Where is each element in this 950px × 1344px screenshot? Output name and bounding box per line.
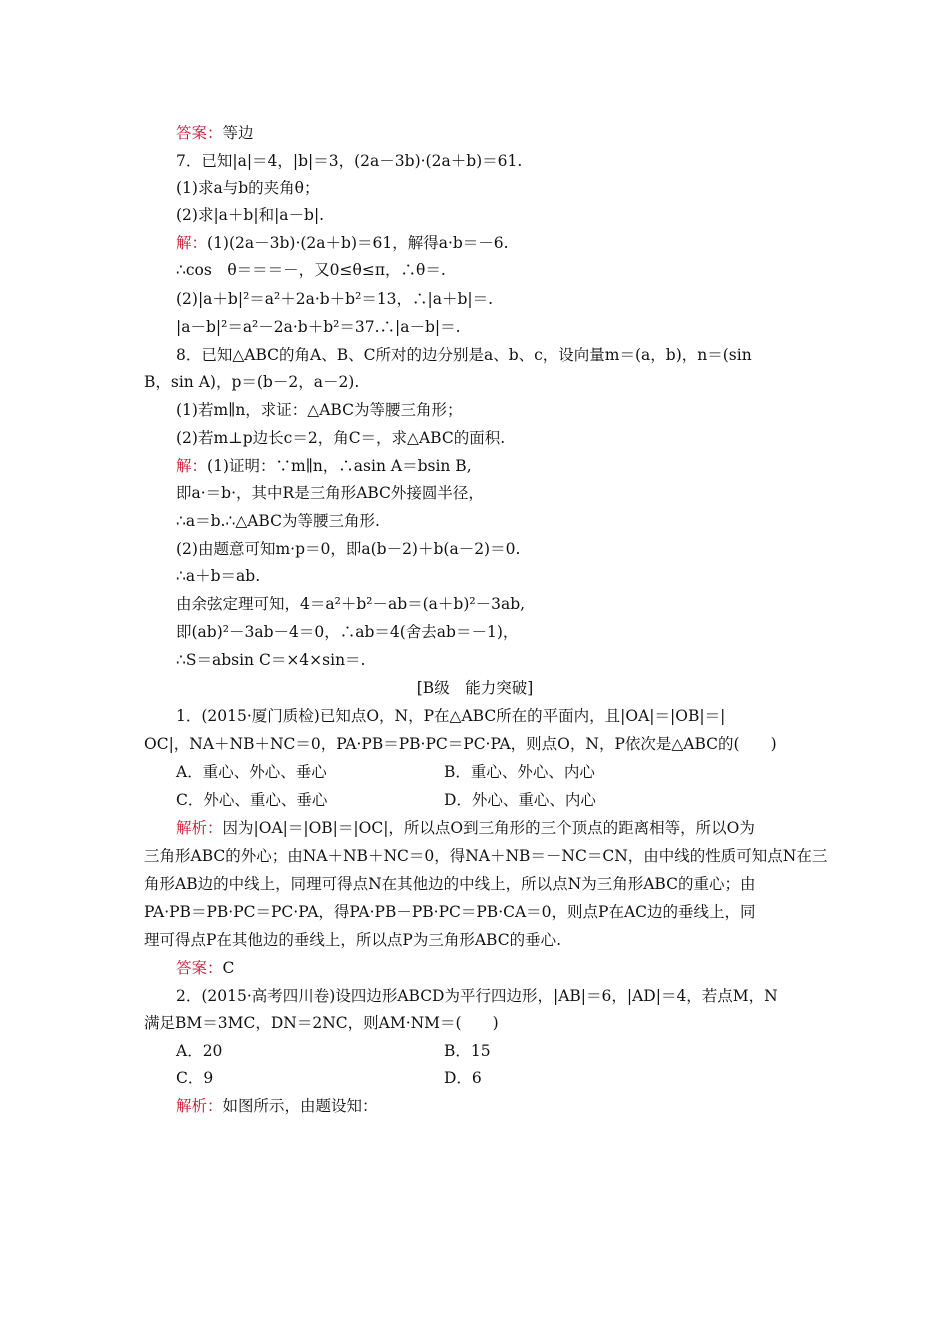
option-c: C．9 — [176, 1069, 214, 1087]
solution-line: ∴S＝absin C＝×4×sin＝. — [176, 651, 366, 669]
analysis-line: 三角形ABC的外心；由NA＋NB＋NC＝0，得NA＋NB＝－NC＝CN，由中线的性质可知点N在三 — [144, 847, 828, 865]
problem-7-part-2: (2)求|a＋b|和|a－b|. — [176, 206, 325, 224]
analysis-line: 解析：因为|OA|＝|OB|＝|OC|，所以点O到三角形的三个顶点的距离相等，所以O为 — [176, 819, 755, 837]
problem-8-part-1: (1)若m∥n，求证：△ABC为等腰三角形； — [176, 401, 463, 419]
problem-8-part-2: (2)若m⊥p边长c＝2，角C＝，求△ABC的面积. — [176, 429, 506, 447]
option-d: D．外心、重心、内心 — [444, 791, 596, 809]
solution-line: 即(ab)²－3ab－4＝0，∴ab＝4(舍去ab＝－1)， — [176, 623, 519, 641]
problem-7-part-1: (1)求a与b的夹角θ； — [176, 179, 320, 197]
problem-2-options-row — [176, 1041, 776, 1061]
problem-1-options-row — [176, 762, 776, 782]
solution-line: 解：(1)证明：∵m∥n，∴asin A＝bsin B, — [176, 457, 472, 475]
analysis-line: 角形AB边的中线上，同理可得点N在其他边的中线上，所以点N为三角形ABC的重心；由 — [144, 875, 756, 893]
analysis-line: 理可得点P在其他边的垂线上，所以点P为三角形ABC的垂心. — [144, 931, 562, 949]
option-d: D．6 — [444, 1069, 482, 1087]
problem-1-options-row — [176, 790, 776, 810]
option-a: A．重心、外心、垂心 — [176, 763, 327, 781]
option-b: B．重心、外心、内心 — [444, 763, 595, 781]
solution-line: (2)由题意可知m·p＝0，即a(b－2)＋b(a－2)＝0. — [176, 540, 521, 558]
problem-2-statement: 2．(2015·高考四川卷)设四边形ABCD为平行四边形，|AB|＝6，|AD|＝4，若点M，N — [176, 987, 778, 1005]
analysis-line: 解析：如图所示，由题设知： — [176, 1097, 378, 1115]
answer-line: 答案：C — [176, 959, 235, 977]
answer-label: 答案： — [176, 959, 223, 977]
analysis-line: PA·PB＝PB·PC＝PC·PA，得PA·PB－PB·PC＝PB·CA＝0，则点P在AC边的垂线上，同 — [144, 903, 756, 921]
problem-7-statement: 7．已知|a|＝4，|b|＝3，(2a－3b)·(2a＋b)＝61. — [176, 152, 523, 170]
solution-line: ∴a＝b.∴△ABC为等腰三角形. — [176, 512, 380, 530]
analysis-label: 解析： — [176, 819, 223, 837]
problem-1-statement-cont: OC|，NA＋NB＋NC＝0，PA·PB＝PB·PC＝PC·PA，则点O，N，P依次是△ABC的( ) — [144, 735, 777, 753]
problem-2-statement-cont: 满足BM＝3MC，DN＝2NC，则AM·NM＝( ) — [144, 1014, 499, 1032]
solution-line: 解：(1)(2a－3b)·(2a＋b)＝61，解得a·b＝－6. — [176, 234, 509, 252]
solution-line: 即a·＝b·，其中R是三角形ABC外接圆半径， — [176, 484, 484, 502]
answer-label: 答案： — [176, 124, 223, 142]
problem-8-statement: 8．已知△ABC的角A、B、C所对的边分别是a、b、c，设向量m＝(a，b)，n＝(sin — [176, 346, 752, 364]
solution-label: 解： — [176, 457, 208, 475]
problem-2-options-row — [176, 1068, 776, 1088]
option-a: A．20 — [176, 1042, 223, 1060]
problem-8-statement-cont: B，sin A)，p＝(b－2，a－2). — [144, 373, 360, 391]
problem-1-statement: 1．(2015·厦门质检)已知点O，N，P在△ABC所在的平面内，且|OA|＝|OB|＝| — [176, 707, 726, 725]
solution-line: ∴a＋b＝ab. — [176, 567, 261, 585]
solution-line: 由余弦定理可知，4＝a²＋b²－ab＝(a＋b)²－3ab, — [176, 595, 526, 613]
solution-label: 解： — [176, 234, 208, 252]
option-b: B．15 — [444, 1042, 491, 1060]
option-c: C．外心、重心、垂心 — [176, 791, 328, 809]
solution-line: (2)|a＋b|²＝a²＋2a·b＋b²＝13，∴|a＋b|＝. — [176, 290, 494, 308]
answer-line: 答案：等边 — [176, 124, 254, 142]
solution-line: ∴cos θ＝＝＝－，又0≤θ≤π，∴θ＝. — [176, 261, 446, 279]
section-heading: [B级 能力突破] — [416, 679, 534, 697]
analysis-label: 解析： — [176, 1097, 223, 1115]
solution-line: |a－b|²＝a²－2a·b＋b²＝37.∴|a－b|＝. — [176, 318, 461, 336]
